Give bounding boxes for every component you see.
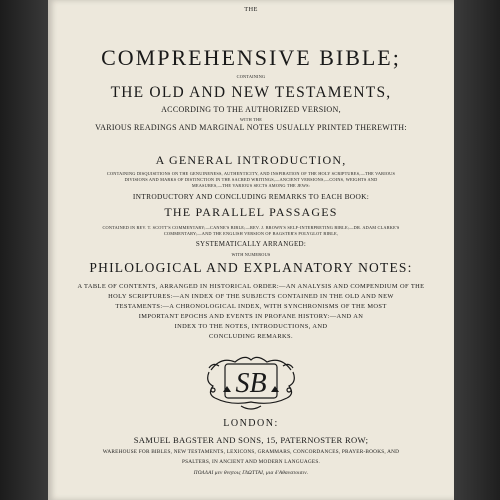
parallel-heading: THE PARALLEL PASSAGES (164, 205, 338, 219)
book-edge-right (452, 0, 500, 500)
imprint-city: LONDON: (223, 418, 279, 429)
authorized-version-line: ACCORDING TO THE AUTHORIZED VERSION, (161, 105, 341, 114)
various-readings-line: VARIOUS READINGS AND MARGINAL NOTES USUALLY PRINTED THEREWITH: (95, 123, 407, 132)
with-the-label: WITH THE (239, 117, 263, 122)
notes-line-5: INDEX TO THE NOTES, INTRODUCTIONS, AND (174, 323, 328, 330)
notes-line-6: CONCLUDING REMARKS. (209, 333, 293, 340)
notes-line-3: TESTAMENTS:—A CHRONOLOGICAL INDEX, WITH SYNCHRONISMS OF THE MOST (115, 303, 387, 310)
remarks-line: INTRODUCTORY AND CONCLUDING REMARKS TO EACH BOOK: (132, 192, 370, 201)
notes-heading: PHILOLOGICAL AND EXPLANATORY NOTES: (89, 260, 413, 275)
notes-line-2: HOLY SCRIPTURES:—AN INDEX OF THE SUBJECTS CONTAINED IN THE OLD AND NEW (108, 293, 394, 300)
title-page (48, 0, 454, 500)
testaments-heading: THE OLD AND NEW TESTAMENTS, (110, 84, 392, 101)
monogram-text: SB (235, 368, 267, 399)
introduction-line-3: MEASURES,—THE VARIOUS SECTS AMONG THE JEWS: (191, 183, 311, 188)
header-the: THE (244, 6, 258, 13)
notes-line-4: IMPORTANT EPOCHS AND EVENTS IN PROFANE HISTORY:—AND AN (138, 313, 364, 320)
introduction-heading: A GENERAL INTRODUCTION, (155, 153, 347, 167)
greek-motto: ΠΟΛΛΑΙ μεν θνητοις ΓΛΩΤΤΑΙ, μια δ'Αθανατοισιν. (193, 470, 309, 476)
with-numerous-label: WITH NUMEROUS (231, 252, 271, 257)
warehouse-line-2: PSALTERS, IN ANCIENT AND MODERN LANGUAGES. (181, 459, 321, 465)
book-title: COMPREHENSIVE BIBLE; (101, 45, 401, 70)
book-spine-shadow-left (0, 0, 50, 500)
publisher-device-logo (201, 350, 301, 412)
parallel-line-1: CONTAINED IN REV. T. SCOTT'S COMMENTARY;—CANNE'S BIBLE;—REV. J. BROWN'S SELF-INTERPRETING BIBLE;—DR. ADAM CLARKE'S (102, 225, 400, 230)
containing-label: CONTAINING (236, 74, 266, 79)
publisher-device-emblem (201, 350, 301, 412)
notes-line-1: A TABLE OF CONTENTS, ARRANGED IN HISTORICAL ORDER:—AN ANALYSIS AND COMPENDIUM OF THE (77, 283, 425, 290)
arranged-line: SYSTEMATICALLY ARRANGED: (195, 240, 307, 248)
warehouse-line-1: WAREHOUSE FOR BIBLES, NEW TESTAMENTS, LEXICONS, GRAMMARS, CONCORDANCES, PRAYER-BOOKS, AND (102, 449, 400, 455)
introduction-line-1: CONTAINING DISQUISITIONS ON THE GENUINENESS, AUTHENTICITY, AND INSPIRATION OF THE HOLY SCRIPTURES,—THE VARIOUS (106, 171, 396, 176)
parallel-line-2: COMMENTARY;—AND THE ENGLISH VERSION OF BAGSTER'S POLYGLOT BIBLE, (163, 231, 339, 236)
imprint-publisher: SAMUEL BAGSTER AND SONS, 15, PATERNOSTER ROW; (133, 435, 369, 445)
introduction-line-2: DIVISIONS AND MARKS OF DISTINCTION IN THE SACRED WRITINGS,—ANCIENT VERSIONS,—COINS, WEIGHTS AND (124, 177, 378, 182)
